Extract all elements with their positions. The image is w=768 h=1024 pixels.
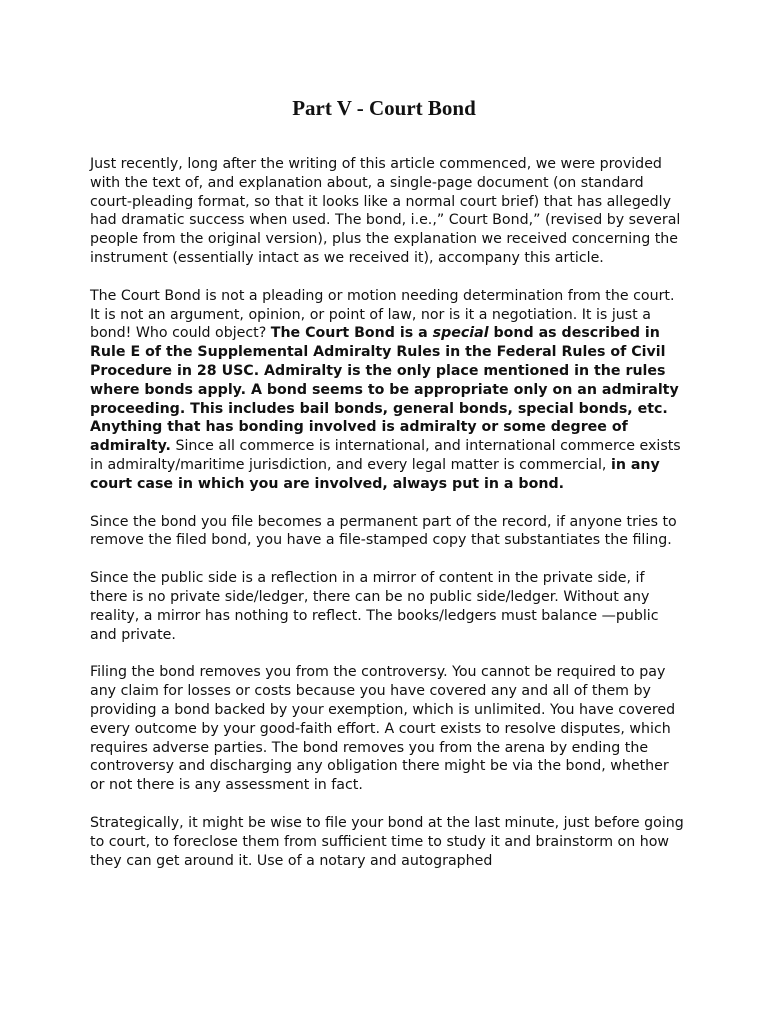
bold-text: bond as described in Rule E of the Supplemental Admiralty Rules in the Federal Rules of Civil Procedure in 28 USC. Admiralty is the only place mentioned in the rules where bonds apply. A bond seems to be appropriate only on an admiralty proceeding. This includes bail bonds, general bonds, special bonds, etc. Anything that has bonding involved is admiralty or some degree of admiralty. [90,325,679,455]
paragraph-text: Since all commerce is international, and international commerce exists in admiralty/maritime jurisdiction, and every legal matter is commercial, [90,438,681,473]
paragraph-intro: Just recently, long after the writing of this article commenced, we were provided with the text of, and explanation about, a single-page document (on standard court-pleading format, so that it looks like a normal court brief) that has allegedly had dramatic success when used. The bond, i.e.,” Court Bond,” (revised by several people from the original version), plus the explanation we received concerning the instrument (essentially intact as we received it), accompany this article. [90,156,681,266]
document-body [90,155,686,889]
paragraph-text: The Court Bond is not a pleading or motion needing determination from the court. It is not an argument, opinion, or point of law, nor is it a negotiation. It is just a bond! Who could object? [90,287,675,342]
paragraph-controversy: Filing the bond removes you from the controversy. You cannot be required to pay any claim for losses or costs because you have covered any and all of them by providing a bond backed by your exemption, which is unlimited. You have covered every outcome by your good-faith effort. A court exists to resolve disputes, which requires adverse parties. The bond removes you from the arena by ending the controversy and discharging any obligation there might be via the bond, whether or not there is any assessment in fact. [90,664,676,794]
paragraph-mirror: Since the public side is a reflection in a mirror of content in the private side, if there is no private side/ledger, there can be no public side/ledger. Without any reality, a mirror has nothing to reflect. The books/ledgers must balance —public and private. [90,570,659,643]
bold-text: The Court Bond is a [270,325,433,342]
paragraph-record: Since the bond you file becomes a permanent part of the record, if anyone tries to remove the filed bond, you have a file-stamped copy that substantiates the filing. [90,513,677,549]
page-title: Part V - Court Bond [292,96,476,120]
bold-text: in any court case in which you are involved, always put in a bond. [90,456,660,492]
paragraph-court-bond-definition [90,287,686,494]
paragraph-strategy: Strategically, it might be wise to file your bond at the last minute, just before going to court, to foreclose them from sufficient time to study it and brainstorm on how they can get around it. Use of a notary and autographed [90,814,684,869]
bold-italic-text: special [432,325,489,342]
